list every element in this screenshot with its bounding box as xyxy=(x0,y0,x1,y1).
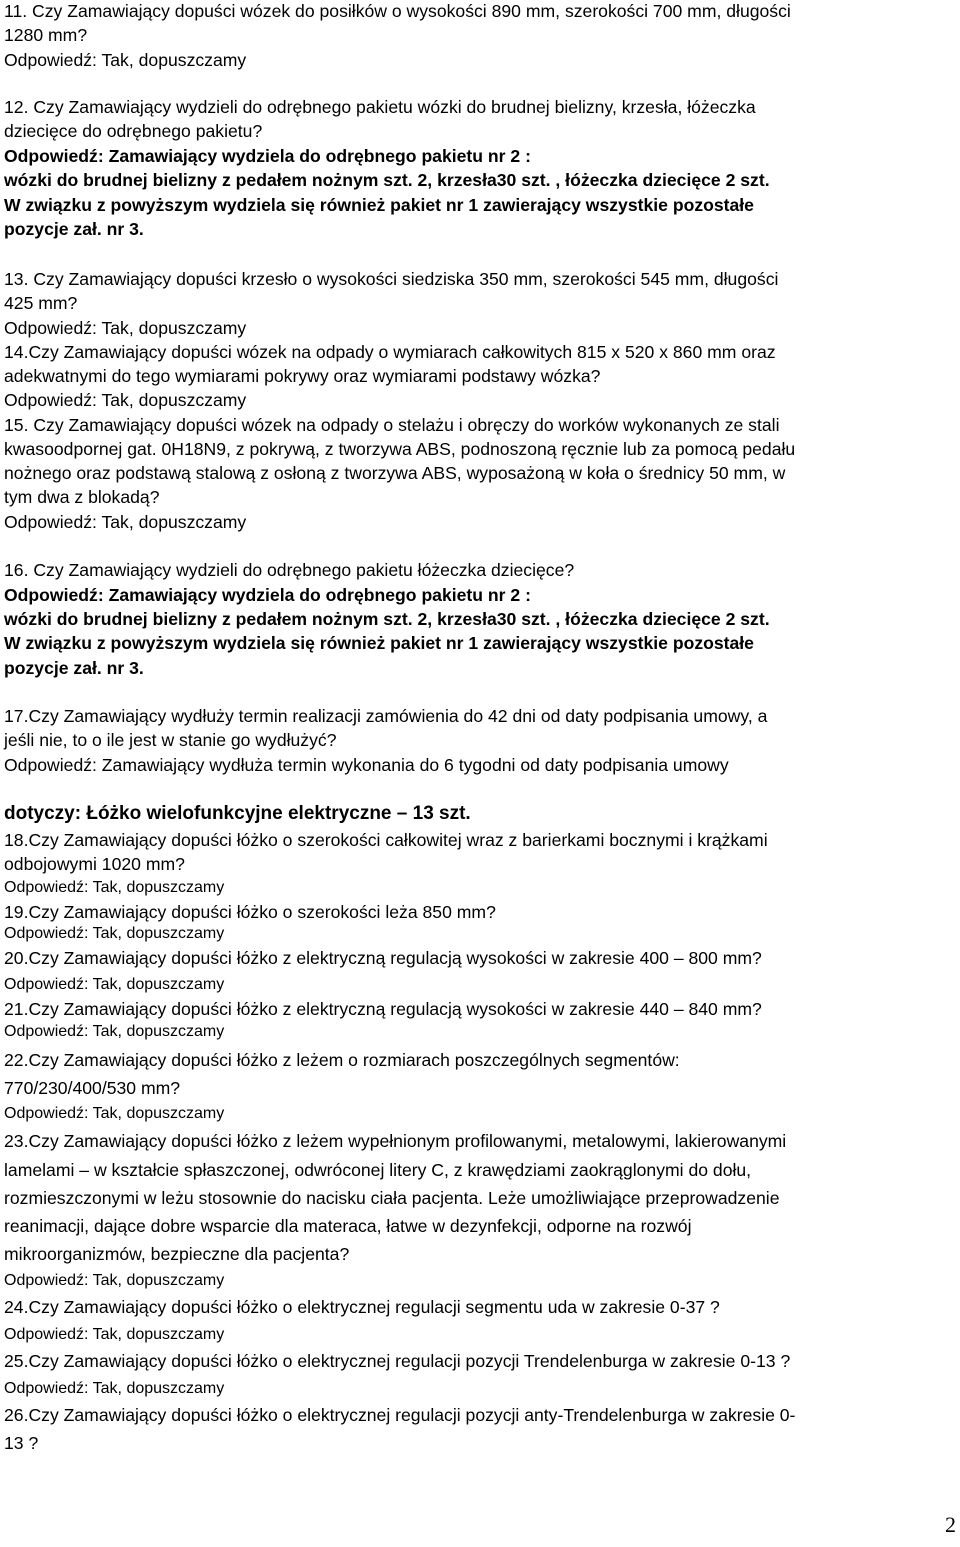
q21-answer: Odpowiedź: Tak, dopuszczamy xyxy=(4,1023,225,1040)
q17-answer: Odpowiedź: Zamawiający wydłuża termin wykonania do 6 tygodni od daty podpisania umowy xyxy=(4,755,729,775)
q19-answer: Odpowiedź: Tak, dopuszczamy xyxy=(4,925,225,942)
q19-line-1: 19.Czy Zamawiający dopuści łóżko o szerokości leża 850 mm? xyxy=(4,902,496,922)
q25-line-1: 25.Czy Zamawiający dopuści łóżko o elektrycznej regulacji pozycji Trendelenburga w zakresie 0-13 ? xyxy=(4,1351,791,1371)
q20-answer: Odpowiedź: Tak, dopuszczamy xyxy=(4,976,225,993)
q13-line-2: 425 mm? xyxy=(4,293,78,313)
q15-line-4: tym dwa z blokadą? xyxy=(4,487,160,507)
q14-line-1: 14.Czy Zamawiający dopuści wózek na odpady o wymiarach całkowitych 815 x 520 x 860 mm oraz xyxy=(4,342,776,362)
q11-line-1: 11. Czy Zamawiający dopuści wózek do posiłków o wysokości 890 mm, szerokości 700 mm, długości xyxy=(4,1,791,21)
q20-line-1: 20.Czy Zamawiający dopuści łóżko z elektryczną regulacją wysokości w zakresie 400 – 800 mm? xyxy=(4,948,762,968)
q15-line-2: kwasoodpornej gat. 0H18N9, z pokrywą, z tworzywa ABS, podnoszoną ręcznie lub za pomocą pedału xyxy=(4,439,796,459)
q21-line-1: 21.Czy Zamawiający dopuści łóżko z elektryczną regulacją wysokości w zakresie 440 – 840 mm? xyxy=(4,999,762,1019)
q16-answer-line-3: W związku z powyższym wydziela się również pakiet nr 1 zawierający wszystkie pozostałe xyxy=(4,633,754,653)
q15-line-3: nożnego oraz podstawą stalową z osłoną z tworzywa ABS, wyposażoną w koła o średnicy 50 mm, w xyxy=(4,463,786,483)
q12-line-2: dziecięce do odrębnego pakietu? xyxy=(4,121,263,141)
q26-line-1: 26.Czy Zamawiający dopuści łóżko o elektrycznej regulacji pozycji anty-Trendelenburga w zakresie 0- xyxy=(4,1405,796,1425)
q26-line-2: 13 ? xyxy=(4,1433,39,1453)
section-heading: dotyczy: Łóżko wielofunkcyjne elektryczne – 13 szt. xyxy=(4,803,471,824)
q11-line-2: 1280 mm? xyxy=(4,25,88,45)
q18-line-2: odbojowymi 1020 mm? xyxy=(4,854,185,874)
q18-line-1: 18.Czy Zamawiający dopuści łóżko o szerokości całkowitej wraz z barierkami bocznymi i krążkami xyxy=(4,830,768,850)
q16-answer-line-4: pozycje zał. nr 3. xyxy=(4,658,144,678)
q23-line-2: lamelami – w kształcie spłaszczonej, odwróconej litery C, z krawędziami zaokrąglonymi do dołu, xyxy=(4,1160,752,1180)
q25-answer: Odpowiedź: Tak, dopuszczamy xyxy=(4,1380,225,1397)
q11-answer: Odpowiedź: Tak, dopuszczamy xyxy=(4,50,247,70)
q18-answer: Odpowiedź: Tak, dopuszczamy xyxy=(4,879,225,896)
q12-answer-line-1: Odpowiedź: Zamawiający wydziela do odrębnego pakietu nr 2 : xyxy=(4,146,531,166)
q22-line-2: 770/230/400/530 mm? xyxy=(4,1078,181,1098)
q14-line-2: adekwatnymi do tego wymiarami pokrywy oraz wymiarami podstawy wózka? xyxy=(4,366,601,386)
q14-answer: Odpowiedź: Tak, dopuszczamy xyxy=(4,390,247,410)
q16-answer-line-1: Odpowiedź: Zamawiający wydziela do odrębnego pakietu nr 2 : xyxy=(4,585,531,605)
q24-line-1: 24.Czy Zamawiający dopuści łóżko o elektrycznej regulacji segmentu uda w zakresie 0-37 ? xyxy=(4,1297,720,1317)
q13-line-1: 13. Czy Zamawiający dopuści krzesło o wysokości siedziska 350 mm, szerokości 545 mm, długości xyxy=(4,269,779,289)
q12-answer-line-2: wózki do brudnej bielizny z pedałem nożnym szt. 2, krzesła30 szt. , łóżeczka dziecięce 2 szt. xyxy=(4,170,770,190)
q23-line-3: rozmieszczonymi w leżu stosownie do nacisku ciała pacjenta. Leże umożliwiające przeprowadzenie xyxy=(4,1188,780,1208)
q23-line-5: mikroorganizmów, bezpieczne dla pacjenta? xyxy=(4,1244,350,1264)
q15-answer: Odpowiedź: Tak, dopuszczamy xyxy=(4,512,247,532)
q13-answer: Odpowiedź: Tak, dopuszczamy xyxy=(4,318,247,338)
q22-line-1: 22.Czy Zamawiający dopuści łóżko z leżem o rozmiarach poszczególnych segmentów: xyxy=(4,1050,680,1070)
q16-line-1: 16. Czy Zamawiający wydzieli do odrębnego pakietu łóżeczka dziecięce? xyxy=(4,560,575,580)
q23-answer: Odpowiedź: Tak, dopuszczamy xyxy=(4,1272,225,1289)
q16-answer-line-2: wózki do brudnej bielizny z pedałem nożnym szt. 2, krzesła30 szt. , łóżeczka dziecięce 2 szt. xyxy=(4,609,770,629)
q17-line-1: 17.Czy Zamawiający wydłuży termin realizacji zamówienia do 42 dni od daty podpisania umowy, a xyxy=(4,706,768,726)
q22-answer: Odpowiedź: Tak, dopuszczamy xyxy=(4,1105,225,1122)
q12-line-1: 12. Czy Zamawiający wydzieli do odrębnego pakietu wózki do brudnej bielizny, krzesła, łóżeczka xyxy=(4,97,756,117)
q15-line-1: 15. Czy Zamawiający dopuści wózek na odpady o stelażu i obręczy do worków wykonanych ze stali xyxy=(4,415,780,435)
q17-line-2: jeśli nie, to o ile jest w stanie go wydłużyć? xyxy=(4,730,337,750)
q23-line-4: reanimacji, dające dobre wsparcie dla materaca, łatwe w dezynfekcji, odporne na rozwój xyxy=(4,1216,692,1236)
q23-line-1: 23.Czy Zamawiający dopuści łóżko z leżem wypełnionym profilowanymi, metalowymi, lakierowanymi xyxy=(4,1131,787,1151)
page-number: 2 xyxy=(945,1512,956,1537)
q24-answer: Odpowiedź: Tak, dopuszczamy xyxy=(4,1326,225,1343)
q12-answer-line-3: W związku z powyższym wydziela się również pakiet nr 1 zawierający wszystkie pozostałe xyxy=(4,195,754,215)
q12-answer-line-4: pozycje zał. nr 3. xyxy=(4,219,144,239)
